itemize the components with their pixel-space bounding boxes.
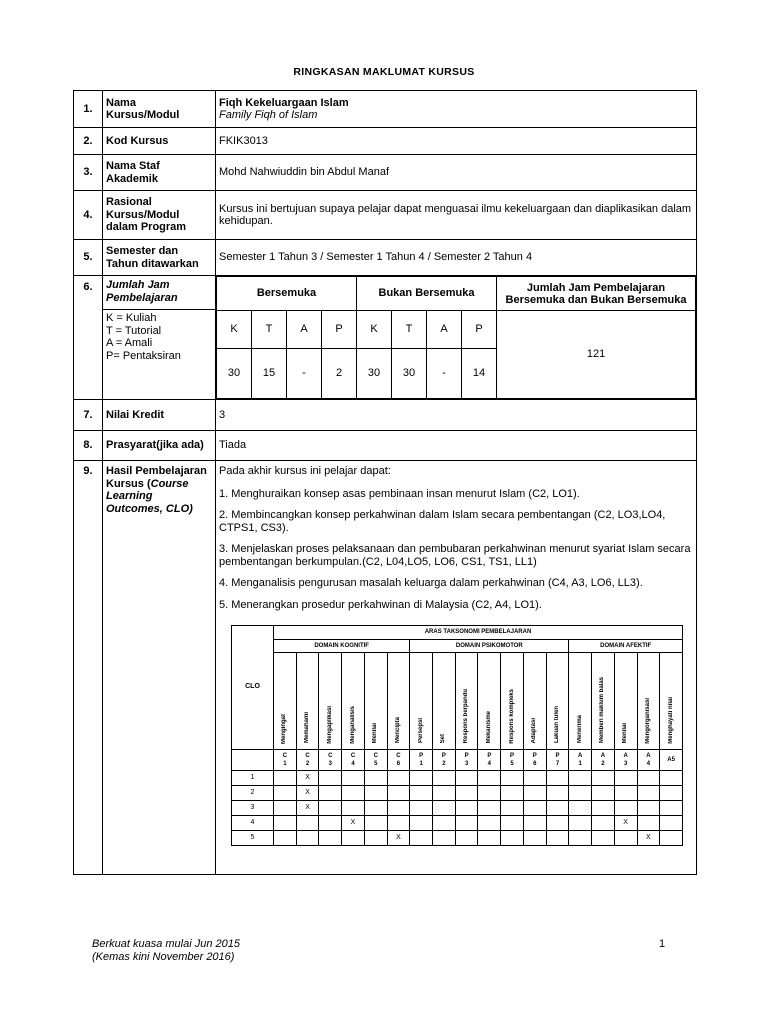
taxonomy-code-letter: C xyxy=(328,753,333,759)
taxonomy-cell xyxy=(637,816,660,831)
taxonomy-code-digit: 2 xyxy=(601,761,605,767)
taxonomy-cell: X xyxy=(387,831,410,846)
taxonomy-cell xyxy=(546,786,569,801)
row-learning-outcomes xyxy=(74,461,697,875)
row-label: Nama Staf Akademik xyxy=(103,155,216,191)
taxonomy-code xyxy=(569,750,592,771)
taxonomy-code-digit: 5 xyxy=(374,761,378,767)
taxonomy-verb-label: Set xyxy=(440,734,447,744)
clo-list xyxy=(219,488,693,612)
page-number: 1 xyxy=(659,938,666,950)
taxonomy-cell xyxy=(319,816,342,831)
domain-affective: DOMAIN AFEKTIF xyxy=(569,639,683,653)
taxonomy-verb xyxy=(546,653,569,750)
row-rationale xyxy=(74,191,697,240)
clo-item: 3. Menjelaskan proses pelaksanaan dan pembubaran perkahwinan menurut syariat Islam secara pembentangan berkumpulan.(C2, L04,LO5, LO6, CS1, TS1, LL1) xyxy=(219,543,691,568)
footer-updated: (Kemas kini November 2016) xyxy=(92,951,235,963)
legend-item: K = Kuliah xyxy=(106,312,157,324)
taxonomy-cell xyxy=(478,786,501,801)
taxonomy-code-digit: 4 xyxy=(351,761,355,767)
taxonomy-code-digit: 4 xyxy=(487,761,491,767)
hour-code: A xyxy=(287,311,322,349)
taxonomy-cell xyxy=(592,801,615,816)
taxonomy-verb-label: Menerima xyxy=(576,715,583,744)
taxonomy-cell xyxy=(478,816,501,831)
taxonomy-verb-label: Adaptasi xyxy=(531,718,538,744)
row-number: 4. xyxy=(74,191,103,240)
taxonomy-code xyxy=(296,750,319,771)
taxonomy-code-digit: 3 xyxy=(464,761,469,767)
taxonomy-cell xyxy=(614,831,637,846)
taxonomy-code-letter: C xyxy=(305,753,310,759)
taxonomy-cell xyxy=(364,831,387,846)
taxonomy-code-letter: P xyxy=(464,753,469,759)
taxonomy-verb xyxy=(660,653,683,750)
taxonomy-cell xyxy=(364,816,387,831)
taxonomy-cell xyxy=(614,786,637,801)
taxonomy-cell xyxy=(433,771,456,786)
page-title: RINGKASAN MAKLUMAT KURSUS xyxy=(293,66,475,78)
taxonomy-cell xyxy=(342,786,365,801)
taxonomy-cell xyxy=(592,771,615,786)
taxonomy-verb-label: Mencipta xyxy=(394,717,401,744)
row-number: 8. xyxy=(74,431,103,461)
taxonomy-cell xyxy=(387,801,410,816)
taxonomy-cell xyxy=(319,831,342,846)
clo-label-cell xyxy=(103,461,216,875)
row-label: Hasil Pembelajaran Kursus ( xyxy=(106,465,207,490)
row-learning-hours xyxy=(74,276,697,400)
taxonomy-cell xyxy=(319,786,342,801)
taxonomy-cell xyxy=(614,771,637,786)
taxonomy-cell xyxy=(364,771,387,786)
taxonomy-code xyxy=(319,750,342,771)
taxonomy-verb xyxy=(523,653,546,750)
taxonomy-verb xyxy=(501,653,524,750)
taxonomy-verb xyxy=(319,653,342,750)
jumlah-jam-header: Jumlah Jam Pembelajaran Bersemuka dan Bukan Bersemuka xyxy=(497,277,696,311)
taxonomy-verb-label: Respons berpandu xyxy=(463,689,470,744)
taxonomy-code-digit: 1 xyxy=(419,761,423,767)
hour-value: 30 xyxy=(357,349,392,399)
row-label: Jumlah Jam Pembelajaran xyxy=(103,276,215,310)
taxonomy-verb-label: Mengaplikasi xyxy=(326,705,333,744)
taxonomy-code xyxy=(455,750,478,771)
taxonomy-row xyxy=(232,816,683,831)
taxonomy-verb-label: Mekanisme xyxy=(485,711,492,744)
taxonomy-cell xyxy=(433,831,456,846)
clo-code-spacer xyxy=(232,750,274,771)
taxonomy-code xyxy=(501,750,524,771)
clo-item: 1. Menghuraikan konsep asas pembinaan insan menurut Islam (C2, LO1). xyxy=(219,487,580,500)
clo-number: 3 xyxy=(232,801,274,816)
taxonomy-cell xyxy=(274,801,297,816)
taxonomy-cell xyxy=(274,771,297,786)
taxonomy-cell xyxy=(342,831,365,846)
footer xyxy=(92,938,240,964)
taxonomy-cell: X xyxy=(296,801,319,816)
taxonomy-cell xyxy=(433,786,456,801)
hour-value: - xyxy=(427,349,462,399)
hour-value: - xyxy=(287,349,322,399)
row-label: Kod Kursus xyxy=(103,128,216,155)
taxonomy-code-digit: 5 xyxy=(510,761,514,767)
taxonomy-code-letter: C xyxy=(396,753,401,759)
row-number: 6. xyxy=(74,276,103,400)
taxonomy-cell xyxy=(433,816,456,831)
taxonomy-cell xyxy=(455,771,478,786)
taxonomy-cell xyxy=(410,816,433,831)
taxonomy-verb xyxy=(342,653,365,750)
taxonomy-cell xyxy=(523,816,546,831)
taxonomy-title: ARAS TAKSONOMI PEMBELAJARAN xyxy=(274,626,683,640)
taxonomy-code-digit: 2 xyxy=(305,761,310,767)
hour-value: 30 xyxy=(392,349,427,399)
hour-code: K xyxy=(357,311,392,349)
taxonomy-cell xyxy=(478,831,501,846)
hour-value: 14 xyxy=(462,349,497,399)
taxonomy-verb xyxy=(364,653,387,750)
row-value: Mohd Nahwiuddin bin Abdul Manaf xyxy=(216,155,697,191)
taxonomy-cell xyxy=(523,771,546,786)
taxonomy-code-digit: 1 xyxy=(283,761,287,767)
row-value: Kursus ini bertujuan supaya pelajar dapat menguasai ilmu kekeluargaan dan diaplikasikan dalam kehidupan. xyxy=(216,191,697,240)
hour-value: 15 xyxy=(252,349,287,399)
taxonomy-code: A5 xyxy=(660,750,683,771)
taxonomy-code-digit: 1 xyxy=(578,761,582,767)
taxonomy-cell xyxy=(523,831,546,846)
taxonomy-cell xyxy=(364,786,387,801)
taxonomy-cell xyxy=(274,831,297,846)
taxonomy-code-digit: 7 xyxy=(555,761,560,767)
taxonomy-cell xyxy=(660,786,683,801)
course-name: Fiqh Kekeluargaan Islam xyxy=(219,96,349,109)
row-value: 3 xyxy=(216,400,697,431)
taxonomy-row xyxy=(232,771,683,786)
taxonomy-cell xyxy=(546,801,569,816)
taxonomy-verb-label: Lakuan tulen xyxy=(553,706,560,744)
taxonomy-cell xyxy=(478,801,501,816)
taxonomy-cell xyxy=(501,771,524,786)
row-value xyxy=(216,91,697,128)
hour-code: A xyxy=(427,311,462,349)
bersemuka-header: Bersemuka xyxy=(217,277,357,311)
row-number: 9. xyxy=(74,461,103,875)
taxonomy-code-letter: A xyxy=(646,753,651,759)
taxonomy-code xyxy=(364,750,387,771)
taxonomy-cell xyxy=(410,801,433,816)
taxonomy-code xyxy=(523,750,546,771)
taxonomy-code xyxy=(433,750,456,771)
taxonomy-cell xyxy=(660,831,683,846)
taxonomy-code-letter: C xyxy=(282,753,288,759)
taxonomy-verb-label: Memahami xyxy=(304,712,311,744)
taxonomy-cell xyxy=(319,771,342,786)
taxonomy-code-letter: A xyxy=(578,753,583,759)
taxonomy-code-digit: 2 xyxy=(442,761,446,767)
taxonomy-cell xyxy=(455,801,478,816)
taxonomy-verb-label: Menilai xyxy=(622,723,629,744)
taxonomy-cell xyxy=(410,786,433,801)
taxonomy-code-letter: P xyxy=(555,753,560,759)
taxonomy-code-letter: P xyxy=(419,753,424,759)
row-course-name xyxy=(74,91,697,128)
taxonomy-code-letter: C xyxy=(373,753,378,759)
taxonomy-row xyxy=(232,786,683,801)
clo-intro: Pada akhir kursus ini pelajar dapat: xyxy=(219,465,391,477)
taxonomy-verb-label: Memberi maklum balas xyxy=(599,677,606,744)
row-value: Tiada xyxy=(216,431,697,461)
taxonomy-cell xyxy=(637,771,660,786)
taxonomy-cell xyxy=(546,816,569,831)
clo-item: 2. Membincangkan konsep perkahwinan dalam Islam secara pembentangan (C2, LO3,LO4, CTPS1, CS3). xyxy=(219,509,666,534)
taxonomy-cell xyxy=(614,801,637,816)
hour-code: K xyxy=(217,311,252,349)
taxonomy-verb xyxy=(569,653,592,750)
taxonomy-cell xyxy=(637,786,660,801)
taxonomy-cell xyxy=(501,831,524,846)
taxonomy-cell xyxy=(546,831,569,846)
row-number: 7. xyxy=(74,400,103,431)
taxonomy-cell xyxy=(523,786,546,801)
taxonomy-cell xyxy=(592,831,615,846)
hour-value: 30 xyxy=(217,349,252,399)
taxonomy-cell xyxy=(387,786,410,801)
course-name-english: Family Fiqh of Islam xyxy=(219,109,318,121)
taxonomy-cell: X xyxy=(637,831,660,846)
taxonomy-verb-label: Menilai xyxy=(372,723,379,744)
taxonomy-cell xyxy=(455,831,478,846)
taxonomy-code xyxy=(592,750,615,771)
clo-number: 1 xyxy=(232,771,274,786)
taxonomy-row xyxy=(232,831,683,846)
clo-content xyxy=(216,461,697,875)
taxonomy-verb xyxy=(410,653,433,750)
taxonomy-code-digit: 3 xyxy=(328,761,332,767)
taxonomy-code-digit: 6 xyxy=(396,761,401,767)
taxonomy-verb-label: Persepsi xyxy=(417,718,424,744)
taxonomy-cell xyxy=(501,801,524,816)
taxonomy-code-letter: P xyxy=(487,753,492,759)
taxonomy-code-letter: A xyxy=(623,753,628,759)
row-label: Semester dan Tahun ditawarkan xyxy=(103,240,216,276)
taxonomy-cell xyxy=(455,816,478,831)
taxonomy-cell xyxy=(523,801,546,816)
row-credit xyxy=(74,400,697,431)
clo-number: 5 xyxy=(232,831,274,846)
taxonomy-code xyxy=(478,750,501,771)
clo-item: 5. Menerangkan prosedur perkahwinan di Malaysia (C2, A4, LO1). xyxy=(219,598,542,611)
taxonomy-cell xyxy=(387,816,410,831)
domain-cognitive: DOMAIN KOGNITIF xyxy=(274,639,410,653)
taxonomy-cell xyxy=(342,771,365,786)
taxonomy-cell xyxy=(569,801,592,816)
taxonomy-cell xyxy=(433,801,456,816)
taxonomy-cell xyxy=(410,771,433,786)
hours-table xyxy=(216,276,696,399)
taxonomy-cell xyxy=(660,816,683,831)
taxonomy-verb-label: Menghayati nilai xyxy=(667,696,674,744)
legend-item: P= Pentaksiran xyxy=(106,349,181,362)
row-number: 1. xyxy=(74,91,103,128)
row-value: FKIK3013 xyxy=(216,128,697,155)
domain-psychomotor: DOMAIN PSIKOMOTOR xyxy=(410,639,569,653)
row-label-italic: Course Learning Outcomes, CLO) xyxy=(106,477,193,515)
legend-item: A = Amali xyxy=(106,337,153,349)
taxonomy-verb-label: Mengingat xyxy=(281,713,288,744)
hours-label-cell xyxy=(103,276,216,400)
clo-number: 2 xyxy=(232,786,274,801)
bukan-bersemuka-header: Bukan Bersemuka xyxy=(357,277,497,311)
row-staff xyxy=(74,155,697,191)
taxonomy-cell xyxy=(274,816,297,831)
taxonomy-verb xyxy=(387,653,410,750)
row-number: 3. xyxy=(74,155,103,191)
taxonomy-verb xyxy=(478,653,501,750)
taxonomy-cell xyxy=(501,786,524,801)
taxonomy-cell xyxy=(569,771,592,786)
taxonomy-verb xyxy=(614,653,637,750)
taxonomy-cell xyxy=(296,831,319,846)
taxonomy-code xyxy=(342,750,365,771)
taxonomy-cell xyxy=(455,786,478,801)
taxonomy-cell: X xyxy=(296,786,319,801)
hour-code: P xyxy=(462,311,497,349)
taxonomy-cell xyxy=(569,831,592,846)
row-prerequisite xyxy=(74,431,697,461)
taxonomy-cell xyxy=(637,801,660,816)
taxonomy-code-digit: 3 xyxy=(623,761,628,767)
taxonomy-cell xyxy=(319,801,342,816)
taxonomy-cell xyxy=(342,801,365,816)
taxonomy-code xyxy=(637,750,660,771)
row-value: Semester 1 Tahun 3 / Semester 1 Tahun 4 / Semester 2 Tahun 4 xyxy=(216,240,697,276)
hour-value: 2 xyxy=(322,349,357,399)
taxonomy-row xyxy=(232,801,683,816)
taxonomy-code-letter: P xyxy=(510,753,515,759)
taxonomy-verb-label: Respons kompleks xyxy=(508,688,515,744)
taxonomy-code-letter: A xyxy=(600,753,606,759)
taxonomy-cell xyxy=(501,816,524,831)
taxonomy-verb xyxy=(455,653,478,750)
row-semester xyxy=(74,240,697,276)
taxonomy-code xyxy=(410,750,433,771)
taxonomy-code-letter: P xyxy=(532,753,537,759)
clo-item: 4. Menganalisis pengurusan masalah keluarga dalam perkahwinan (C4, A3, LO6, LL3). xyxy=(219,577,643,589)
taxonomy-cell xyxy=(296,816,319,831)
taxonomy-table xyxy=(231,625,683,846)
taxonomy-cell xyxy=(592,816,615,831)
taxonomy-cell xyxy=(569,816,592,831)
hour-code: T xyxy=(392,311,427,349)
taxonomy-code xyxy=(274,750,297,771)
taxonomy-cell xyxy=(592,786,615,801)
taxonomy-verb xyxy=(274,653,297,750)
total-hours: 121 xyxy=(497,311,696,399)
taxonomy-cell xyxy=(274,786,297,801)
clo-header: CLO xyxy=(232,626,274,750)
taxonomy-cell xyxy=(546,771,569,786)
taxonomy-cell xyxy=(410,831,433,846)
taxonomy-verb-label: Menganalisis xyxy=(349,705,356,744)
taxonomy-code-digit: 4 xyxy=(646,761,651,767)
taxonomy-code-letter: C xyxy=(350,753,356,759)
row-course-code xyxy=(74,128,697,155)
hours-table-cell xyxy=(216,276,697,400)
taxonomy-cell xyxy=(660,771,683,786)
taxonomy-cell: X xyxy=(614,816,637,831)
taxonomy-cell xyxy=(569,786,592,801)
taxonomy-verb xyxy=(433,653,456,750)
taxonomy-cell xyxy=(364,801,387,816)
taxonomy-cell xyxy=(660,801,683,816)
taxonomy-code-digit: 6 xyxy=(533,761,537,767)
taxonomy-code-letter: P xyxy=(441,753,446,759)
taxonomy-cell xyxy=(387,771,410,786)
footer-effective: Berkuat kuasa mulai Jun 2015 xyxy=(92,938,240,950)
taxonomy-cell: X xyxy=(296,771,319,786)
taxonomy-code xyxy=(614,750,637,771)
hour-code: P xyxy=(322,311,357,349)
taxonomy-cell: X xyxy=(342,816,365,831)
row-label: Nilai Kredit xyxy=(103,400,216,431)
taxonomy-verb xyxy=(296,653,319,750)
row-label: Nama Kursus/Modul xyxy=(103,91,216,128)
row-label: Prasyarat(jika ada) xyxy=(103,431,216,461)
taxonomy-code xyxy=(387,750,410,771)
taxonomy-verb-label: Mengorganisasi xyxy=(644,697,651,744)
taxonomy-cell xyxy=(478,771,501,786)
row-number: 5. xyxy=(74,240,103,276)
row-label: Rasional Kursus/Modul dalam Program xyxy=(103,191,216,240)
legend-item: T = Tutorial xyxy=(106,324,162,337)
course-info-table xyxy=(73,90,697,875)
taxonomy-verb xyxy=(637,653,660,750)
clo-number: 4 xyxy=(232,816,274,831)
taxonomy-code xyxy=(546,750,569,771)
row-number: 2. xyxy=(74,128,103,155)
hour-code: T xyxy=(252,311,287,349)
taxonomy-verb xyxy=(592,653,615,750)
